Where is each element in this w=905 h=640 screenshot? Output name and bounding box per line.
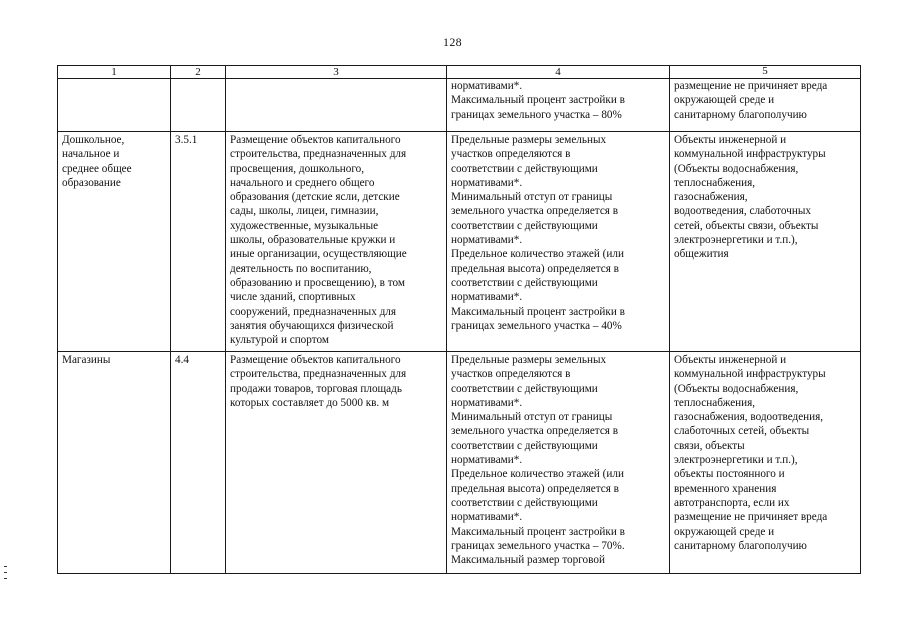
conditional-uses-line: общежития	[674, 248, 729, 261]
conditional-uses-line: Объекты инженерной и	[674, 354, 787, 366]
conditional-uses-line: электроэнергетики и т.п.),	[674, 234, 798, 247]
conditional-uses-line: водоотведения, слаботочных	[674, 205, 811, 218]
conditional-uses-line: Объекты инженерной и	[674, 134, 787, 146]
conditional-uses-line: электроэнергетики и т.п.),	[674, 454, 798, 467]
use-description-line: сооружений, предназначенных для	[230, 305, 397, 318]
column-number-header: 4	[447, 66, 670, 79]
conditional-uses-line: временного хранения	[674, 482, 777, 495]
page-number: 128	[443, 35, 462, 49]
use-description-line: Размещение объектов капитального	[230, 354, 401, 366]
conditional-uses-line: сетей, объекты связи, объекты	[674, 219, 819, 232]
use-description-cell	[226, 79, 447, 132]
parameters-line: границах земельного участка – 80%	[451, 108, 622, 121]
use-name-line: Магазины	[62, 354, 111, 366]
parameters-line: соответствии с действующими	[451, 382, 598, 395]
parameters-cell	[447, 79, 670, 132]
margin-mark	[4, 566, 7, 567]
parameters-line: земельного участка определяется в	[451, 425, 619, 438]
conditional-uses-line: окружающей среде и	[674, 525, 775, 538]
use-description-line: деятельность по воспитанию,	[230, 262, 372, 275]
use-description-line: строительства, предназначенных для	[230, 368, 407, 381]
use-description-line: школы, образовательные кружки и	[230, 234, 396, 247]
column-number-row	[58, 66, 861, 79]
use-description-line: которых составляет до 5000 кв. м	[230, 396, 390, 409]
parameters-line: Минимальный отступ от границы	[451, 411, 613, 424]
parameters-line: нормативами*.	[451, 234, 523, 247]
conditional-uses-line: слаботочных сетей, объекты	[674, 425, 810, 438]
use-name-line: начальное и	[62, 148, 120, 161]
use-description-cell	[226, 132, 447, 352]
conditional-uses-line: коммунальной инфраструктуры	[674, 148, 826, 161]
parameters-line: соответствии с действующими	[451, 439, 598, 452]
parameters-line: Предельное количество этажей (или	[451, 248, 624, 261]
use-description-line: сады, школы, лицеи, гимназии,	[230, 205, 379, 218]
table-row	[58, 132, 861, 352]
use-code: 4.4	[175, 354, 189, 366]
parameters-line: соответствии с действующими	[451, 496, 598, 509]
use-name-line: образование	[62, 176, 121, 189]
parameters-line: Предельные размеры земельных	[451, 134, 607, 146]
parameters-line: Предельные размеры земельных	[451, 354, 607, 366]
conditional-uses-line: (Объекты водоснабжения,	[674, 382, 799, 395]
use-description-line: образованию и просвещению), в том	[230, 276, 405, 289]
conditional-uses-line: объекты постоянного и	[674, 468, 785, 481]
conditional-uses-line: связи, объекты	[674, 439, 745, 452]
use-description-cell	[226, 352, 447, 574]
parameters-line: нормативами*.	[451, 396, 523, 409]
parameters-line: Максимальный процент застройки в	[451, 94, 625, 107]
use-description-line: занятия обучающихся физической	[230, 319, 394, 332]
parameters-line: участков определяются в	[451, 368, 571, 381]
parameters-cell	[447, 352, 670, 574]
conditional-uses-line: размещение не причиняет вреда	[674, 80, 828, 92]
parameters-line: нормативами*.	[451, 511, 523, 524]
table-row	[58, 352, 861, 574]
parameters-line: соответствии с действующими	[451, 219, 598, 232]
use-code: 3.5.1	[175, 134, 198, 146]
column-number-header: 5	[670, 66, 861, 79]
parameters-line: Предельное количество этажей (или	[451, 468, 624, 481]
conditional-uses-line: газоснабжения, водоотведения,	[674, 411, 824, 424]
use-description-line: образования (детские ясли, детские	[230, 191, 400, 204]
use-description-line: культурой и спортом	[230, 334, 329, 347]
parameters-line: нормативами*.	[451, 176, 523, 189]
table-row	[58, 79, 861, 132]
conditional-uses-line: автотранспорта, если их	[674, 496, 790, 509]
use-description-line: строительства, предназначенных для	[230, 148, 407, 161]
use-name-line: Дошкольное,	[62, 134, 125, 146]
parameters-line: границах земельного участка – 70%.	[451, 539, 625, 552]
conditional-uses-line: коммунальной инфраструктуры	[674, 368, 826, 381]
parameters-line: нормативами*.	[451, 80, 523, 92]
use-name-cell	[58, 132, 171, 352]
parameters-line: нормативами*.	[451, 454, 523, 467]
parameters-line: Максимальный процент застройки в	[451, 525, 625, 538]
use-description-line: начального и среднего общего	[230, 176, 375, 189]
conditional-uses-line: окружающей среде и	[674, 94, 775, 107]
use-code-cell	[171, 352, 226, 574]
parameters-line: предельная высота) определяется в	[451, 482, 619, 495]
use-description-line: иные организации, осуществляющие	[230, 248, 407, 261]
use-name-line: среднее общее	[62, 162, 132, 175]
conditional-uses-cell	[670, 79, 861, 132]
use-description-line: продажи товаров, торговая площадь	[230, 382, 402, 395]
use-code-cell	[171, 79, 226, 132]
column-number-header: 1	[58, 66, 171, 79]
parameters-line: Максимальный размер торговой	[451, 554, 605, 567]
use-code-cell	[171, 132, 226, 352]
conditional-uses-line: санитарному благополучию	[674, 108, 807, 121]
column-number-header: 2	[171, 66, 226, 79]
conditional-uses-line: санитарному благополучию	[674, 539, 807, 552]
parameters-line: нормативами*.	[451, 291, 523, 304]
parameters-line: предельная высота) определяется в	[451, 262, 619, 275]
use-description-line: Размещение объектов капитального	[230, 134, 401, 146]
parameters-line: земельного участка определяется в	[451, 205, 619, 218]
conditional-uses-line: теплоснабжения,	[674, 176, 756, 189]
use-description-line: просвещения, дошкольного,	[230, 162, 365, 175]
use-name-cell	[58, 79, 171, 132]
column-number-header: 3	[226, 66, 447, 79]
use-name-cell	[58, 352, 171, 574]
conditional-uses-line: (Объекты водоснабжения,	[674, 162, 799, 175]
conditional-uses-cell	[670, 352, 861, 574]
parameters-line: соответствии с действующими	[451, 162, 598, 175]
parameters-line: Максимальный процент застройки в	[451, 305, 625, 318]
parameters-cell	[447, 132, 670, 352]
land-use-table	[57, 65, 861, 574]
margin-mark	[4, 578, 7, 579]
margin-mark	[4, 572, 7, 573]
parameters-line: участков определяются в	[451, 148, 571, 161]
conditional-uses-cell	[670, 132, 861, 352]
parameters-line: Минимальный отступ от границы	[451, 191, 613, 204]
parameters-line: границах земельного участка – 40%	[451, 319, 622, 332]
conditional-uses-line: размещение не причиняет вреда	[674, 511, 828, 524]
parameters-line: соответствии с действующими	[451, 276, 598, 289]
use-description-line: художественные, музыкальные	[230, 219, 379, 232]
conditional-uses-line: газоснабжения,	[674, 191, 748, 204]
use-description-line: числе зданий, спортивных	[230, 291, 356, 304]
conditional-uses-line: теплоснабжения,	[674, 396, 756, 409]
